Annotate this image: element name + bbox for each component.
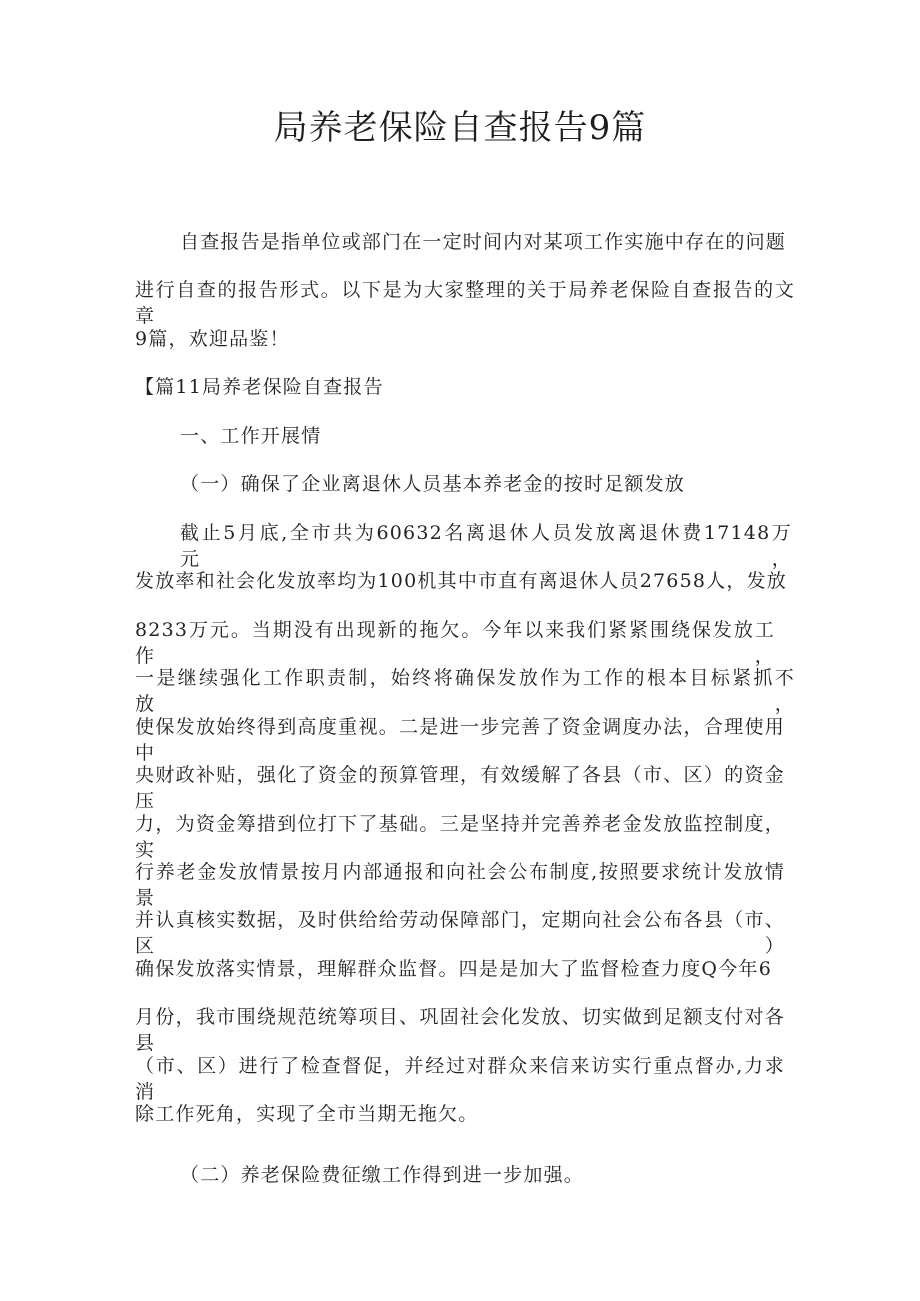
paragraph-line: 除工作死角，实现了全市当期无拖欠。 (135, 1103, 479, 1125)
paragraph-line: 使保发放始终得到高度重视。二是进一步完善了资金调度办法，合理使用中 (135, 716, 785, 764)
paragraph-line: 并认真核实数据，及时供给给劳动保障部门，定期向社会公布各县（市、区） (135, 909, 785, 957)
paragraph-line: 月份，我市围绕规范统筹项目、巩固社会化发放、切实做到足额支付对各县 (135, 1006, 785, 1054)
paragraph-line: （市、区）进行了检查督促，并经过对群众来信来访实行重点督办,力求消 (135, 1055, 785, 1103)
subsection-heading: 一、工作开展情 (180, 425, 322, 447)
document-title: 局养老保险自查报告9篇 (273, 108, 647, 148)
subsection-heading: （二）养老保险费征缴工作得到进一步加强。 (180, 1164, 585, 1186)
paragraph-line: 发放率和社会化发放率均为100机其中市直有离退休人员27658人，发放 (135, 570, 787, 592)
paragraph-line: 自查报告是指单位或部门在一定时间内对某项工作实施中存在的问题 (180, 231, 787, 253)
paragraph-line: 力，为资金筹措到位打下了基础。三是坚持并完善养老金发放监控制度，实 (135, 813, 785, 861)
subsection-heading: （一）确保了企业离退休人员基本养老金的按时足额发放 (180, 473, 686, 495)
paragraph-line: 9篇，欢迎品鉴！ (135, 328, 290, 350)
paragraph-line: 央财政补贴，强化了资金的预算管理，有效缓解了各县（市、区）的资金压 (135, 764, 785, 812)
paragraph-line: 截止5月底,全市共为60632名离退休人员发放离退休费17148万元， (180, 522, 792, 570)
paragraph-line: 进行自查的报告形式。以下是为大家整理的关于局养老保险自查报告的文章 (135, 279, 795, 327)
paragraph-line: 8233万元。当期没有出现新的拖欠。今年以来我们紧紧围绕保发放工作， (135, 619, 775, 667)
section-heading: 【篇11局养老保险自查报告 (135, 376, 384, 398)
paragraph-line: 一是继续强化工作职责制，始终将确保发放作为工作的根本目标紧抓不放， (135, 667, 795, 715)
paragraph-line: 确保发放落实情景，理解群众监督。四是是加大了监督检查力度Q今年6 (135, 958, 772, 980)
paragraph-line: 行养老金发放情景按月内部通报和向社会公布制度,按照要求统计发放情景 (135, 861, 785, 909)
